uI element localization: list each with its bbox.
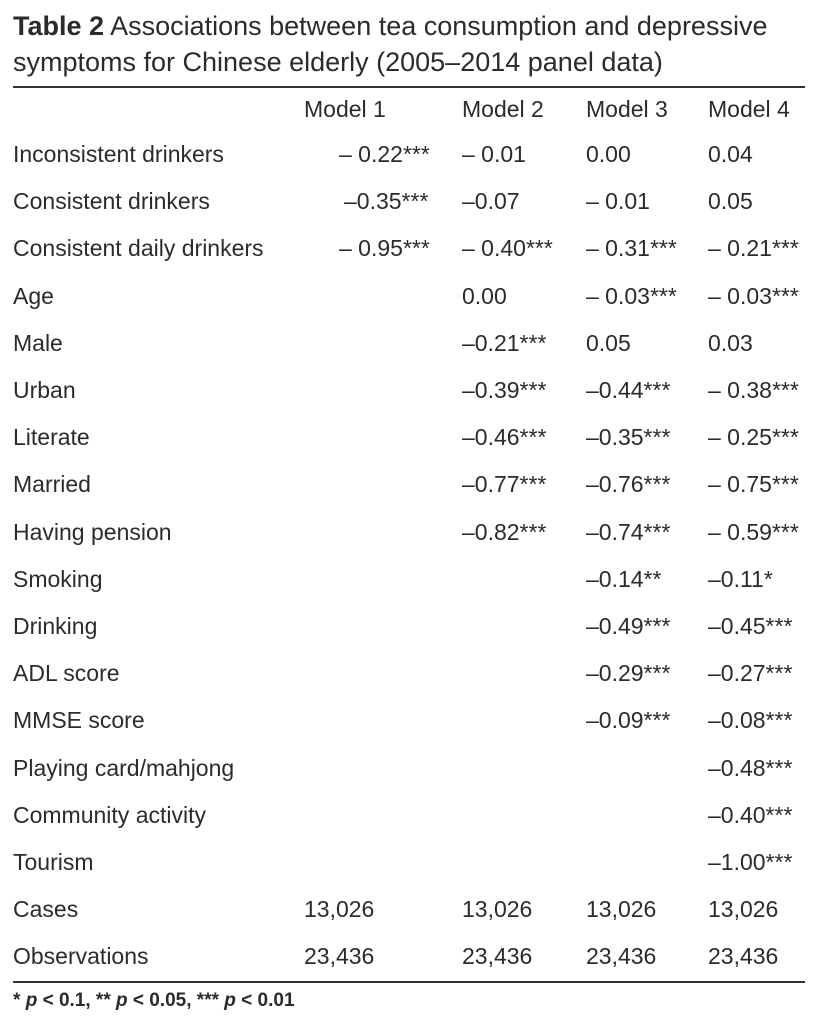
table-cell: –0.39***	[462, 377, 547, 403]
row-label: Urban	[13, 377, 76, 403]
table-cell: –1.00***	[708, 849, 793, 875]
footnote-p: p	[224, 990, 236, 1011]
table-cell: –0.11*	[708, 566, 773, 592]
table-cell: –0.40***	[708, 802, 793, 828]
table-bottom-rule	[13, 981, 805, 983]
row-label: Having pension	[13, 519, 172, 545]
row-label: Consistent drinkers	[13, 188, 210, 214]
table-cell: –0.08***	[708, 707, 793, 733]
table-cell: – 0.95***	[339, 235, 430, 261]
table-cell: –0.46***	[462, 424, 547, 450]
table-cell: 0.05	[708, 188, 753, 214]
table-cell: 13,026	[586, 896, 657, 922]
table-cell: –0.77***	[462, 471, 547, 497]
table-cell: –0.76***	[586, 471, 671, 497]
table-cell: –0.45***	[708, 613, 793, 639]
table-cell: 13,026	[462, 896, 533, 922]
row-label: MMSE score	[13, 707, 145, 733]
row-label: Playing card/mahjong	[13, 755, 235, 781]
table-cell: 0.04	[708, 141, 753, 167]
row-label: Smoking	[13, 566, 103, 592]
table-cell: 0.05	[586, 330, 631, 356]
table-cell: – 0.59***	[708, 519, 799, 545]
table-cell: 0.03	[708, 330, 753, 356]
table-cell: 23,436	[708, 943, 779, 969]
table-caption	[13, 8, 818, 80]
footnote-symbol: *	[13, 990, 21, 1011]
table-cell: –0.14**	[586, 566, 662, 592]
row-label: Inconsistent drinkers	[13, 141, 224, 167]
table-cell: –0.21***	[462, 330, 547, 356]
table-cell: –0.44***	[586, 377, 671, 403]
footnote-text: < 0.01	[241, 990, 295, 1011]
table-cell: –0.07	[462, 188, 520, 214]
table-footnote	[13, 988, 295, 1014]
table-cell: – 0.31***	[586, 235, 677, 261]
row-label: Tourism	[13, 849, 94, 875]
row-label: Married	[13, 471, 91, 497]
table-cell: 13,026	[304, 896, 375, 922]
row-label: Observations	[13, 943, 149, 969]
column-header: Model 2	[462, 96, 544, 122]
row-label: Community activity	[13, 802, 206, 828]
table-cell: –0.27***	[708, 660, 793, 686]
row-label: Cases	[13, 896, 79, 922]
table-cell: 13,026	[708, 896, 779, 922]
table-cell: –0.29***	[586, 660, 671, 686]
table-label: Table 2	[13, 11, 105, 41]
table-cell: – 0.03***	[708, 283, 799, 309]
table-cell: 0.00	[586, 141, 631, 167]
table-cell: –0.09***	[586, 707, 671, 733]
table-cell: – 0.21***	[708, 235, 799, 261]
table-cell: – 0.75***	[708, 471, 799, 497]
table-cell: –0.35***	[586, 424, 671, 450]
row-label: Consistent daily drinkers	[13, 235, 264, 261]
table-cell: – 0.01	[586, 188, 650, 214]
table-cell: – 0.22***	[339, 141, 430, 167]
table-cell: –0.35***	[344, 188, 429, 214]
row-label: Drinking	[13, 613, 98, 639]
table-cell: – 0.01	[462, 141, 526, 167]
row-label: Age	[13, 283, 54, 309]
footnote-p: p	[116, 990, 128, 1011]
table-cell: –0.49***	[586, 613, 671, 639]
table-title: Associations between tea consumption and depressive symptoms for Chinese elderly (2005–2014 panel data)	[13, 11, 768, 77]
table-cell: 23,436	[586, 943, 657, 969]
row-label: Literate	[13, 424, 90, 450]
table-cell: –0.82***	[462, 519, 547, 545]
row-label: Male	[13, 330, 63, 356]
table-cell: – 0.40***	[462, 235, 553, 261]
footnote-p: p	[25, 990, 38, 1011]
column-header: Model 1	[304, 96, 386, 122]
table-cell: – 0.03***	[586, 283, 677, 309]
table-cell: 0.00	[462, 283, 507, 309]
column-header: Model 4	[708, 96, 790, 122]
table-cell: –0.48***	[708, 755, 793, 781]
table-top-rule	[13, 86, 805, 88]
table-cell: 23,436	[462, 943, 533, 969]
footnote-text: < 0.1, **	[42, 990, 111, 1011]
row-label: ADL score	[13, 660, 120, 686]
column-header: Model 3	[586, 96, 668, 122]
table-cell: 23,436	[304, 943, 375, 969]
table-cell: – 0.38***	[708, 377, 799, 403]
table-cell: –0.74***	[586, 519, 671, 545]
table-cell: – 0.25***	[708, 424, 799, 450]
footnote-text: < 0.05, ***	[132, 990, 219, 1011]
